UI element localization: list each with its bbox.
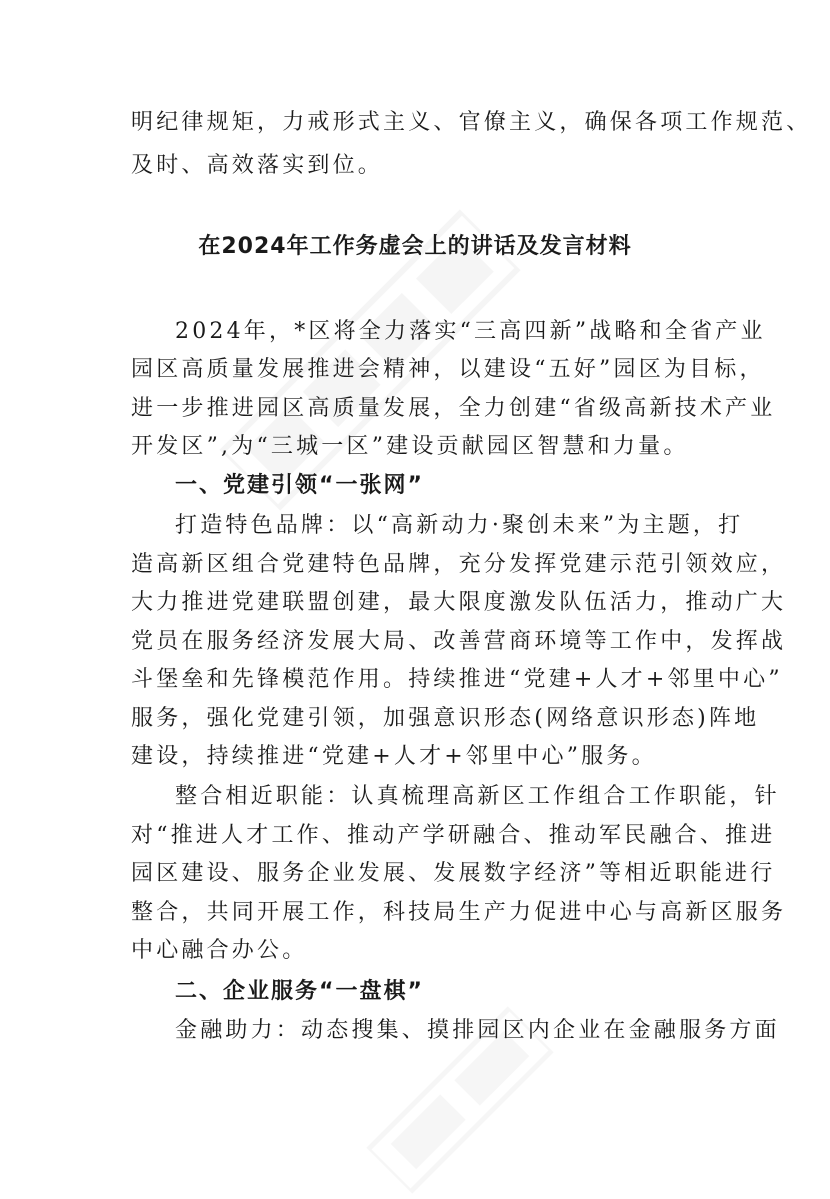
intro-line-3: 进一步推进园区高质量发展，全力创建“省级高新技术产业 — [131, 396, 776, 421]
section1-para2-line-2: 对“推进人才工作、推动产学研融合、推动军民融合、推进 — [131, 823, 776, 848]
section1-para1-line-1: 打造特色品牌：以“高新动力·聚创未来”为主题，打 — [175, 513, 744, 538]
section1-para1-line-3: 大力推进党建联盟创建，最大限度激发队伍活力，推动广大 — [131, 590, 787, 615]
section1-para2-line-3: 园区建设、服务企业发展、发展数字经济”等相近职能进行 — [131, 861, 776, 886]
carry-over-line-2: 及时、高效落实到位。 — [131, 153, 384, 178]
section-heading-2: 二、企业服务“一盘棋” — [175, 979, 424, 1004]
intro-line-2: 园区高质量发展推进会精神，以建设“五好”园区为目标， — [131, 357, 765, 382]
section1-para1-line-7: 建设，持续推进“党建+人才+邻里中心”服务。 — [131, 744, 657, 769]
section1-para1-line-4: 党员在服务经济发展大局、改善营商环境等工作中，发挥战 — [131, 629, 787, 654]
section1-para1-line-6: 服务，强化党建引领，加强意识形态(网络意识形态)阵地 — [131, 706, 760, 731]
section1-para2-line-5: 中心融合办公。 — [131, 938, 308, 963]
intro-line-4: 开发区”,为“三城一区”建设贡献园区智慧和力量。 — [131, 434, 689, 459]
intro-line-1: 2024年，*区将全力落实“三高四新”战略和全省产业 — [175, 319, 766, 344]
section1-para1-line-5: 斗堡垒和先锋模范作用。持续推进“党建+人才+邻里中心” — [131, 667, 783, 692]
section1-para2-line-4: 整合，共同开展工作，科技局生产力促进中心与高新区服务 — [131, 900, 787, 925]
section1-para2-line-1: 整合相近职能：认真梳理高新区工作组合工作职能，针 — [175, 784, 780, 809]
section2-para1-line-1: 金融助力：动态搜集、摸排园区内企业在金融服务方面 — [175, 1018, 780, 1043]
document-title: 在2024年工作务虚会上的讲话及发言材料 — [198, 234, 632, 259]
carry-over-line-1: 明纪律规矩，力戒形式主义、官僚主义，确保各项工作规范、 — [131, 110, 812, 135]
section1-para1-line-2: 造高新区组合党建特色品牌，充分发挥党建示范引领效应， — [131, 552, 787, 577]
section-heading-1: 一、党建引领“一张网” — [175, 473, 424, 498]
